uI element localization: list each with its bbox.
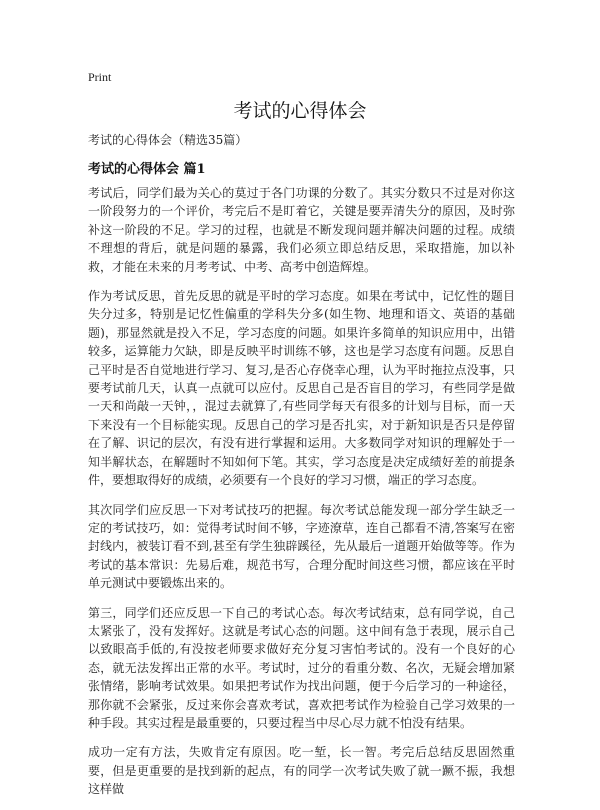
page-title: 考试的心得体会 — [233, 100, 367, 122]
paragraph-1: 考试后，同学们最为关心的莫过于各门功课的分数了。其实分数只不过是对你这一阶段努力的一个评价，考完后不是盯着它，关键是要弄清失分的原因，及时弥补这一阶段的不足。学习的过程，也就是不断发现问题并解决问题的过程。成绩不理想的背后，就是问题的暴露，我们必须立即总结反思，采取措施，加以补救，才能在未来的月考考试、中考、高考中创造辉煌。 — [88, 186, 515, 274]
paragraph-3: 其次同学们应反思一下对考试技巧的把握。每次考试总能发现一部分学生缺乏一定的考试技巧，如：觉得考试时间不够，字迹潦草，连自己都看不清,答案写在密封线内，被装订看不到,甚至有学生独辟蹊径，先从最后一道题开始做等等。作为考试的基本常识：先易后难，规范书写，合理分配时间这些习惯，都应该在平时单元测试中要锻炼出来的。 — [88, 502, 515, 591]
print-link[interactable]: Print — [88, 70, 112, 84]
paragraph-5: 成功一定有方法，失败肯定有原因。吃一堑，长一智。考完后总结反思固然重要，但是更重要的是找到新的起点，有的同学一次考试失败了就一蹶不振，我想这样做 — [88, 745, 515, 797]
article-body — [88, 184, 515, 810]
paragraph-2: 作为考试反思，首先反思的就是平时的学习态度。如果在考试中，记忆性的题目失分过多，特别是记忆性偏重的学科失分多(如生物、地理和语文、英语的基础题)，那显然就是投入不足，学习态度的问题。如果许多简单的知识应用中，出错较多，运算能力欠缺，即是反映平时训练不够，这也是学习态度有问题。反思自己平时是否自觉地进行学习、复习,是否心存侥幸心理，认为平时拖拉点没事，只要考试前几天，认真一点就可以应付。反思自己是否盲目的学习，有些同学是做一天和尚敲一天钟，，混过去就算了,有些同学每天有很多的计划与目标，而一天下来没有一个目标能实现。反思自己的学习是否扎实，对于新知识是否只是停留在了解、识记的层次，有没有进行掌握和运用。大多数同学对知识的理解处于一知半解状态，在解题时不知如何下笔。其实，学习态度是决定成绩好差的前提条件，要想取得好的成绩，必须要有一个良好的学习习惯，端正的学习态度。 — [88, 289, 515, 488]
document-subtitle: 考试的心得体会（精选35篇） — [88, 133, 248, 147]
paragraph-4: 第三，同学们还应反思一下自己的考试心态。每次考试结束，总有同学说，自己太紧张了，没有发挥好。这就是考试心态的问题。这中间有急于表现，展示自己以致眼高手低的,有没按老师要求做好充分复习害怕考试的。没有一个良好的心态，就无法发挥出正常的水平。考试时，过分的看重分数、名次，无疑会增加紧张情绪，影响考试效果。如果把考试作为找出问题，便于今后学习的一种途径，那你就不会紧张，反过来你会喜欢考试，喜欢把考试作为检验自己学习效果的一种手段。其实过程是最重要的，只要过程当中尽心尽力就不怕没有结果。 — [88, 605, 515, 730]
section-heading: 考试的心得体会 篇1 — [88, 162, 206, 177]
